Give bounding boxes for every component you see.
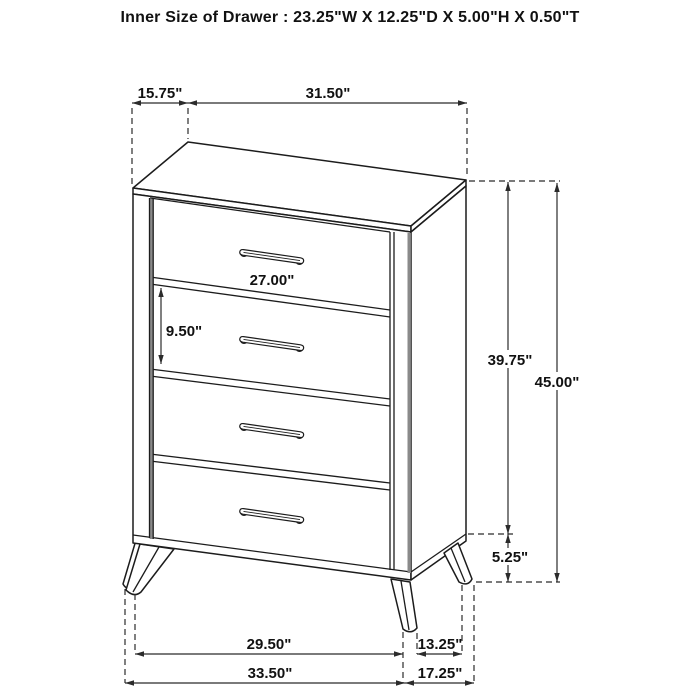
- front-face: [133, 194, 411, 580]
- dim-label-overall-depth: 17.25": [417, 665, 463, 682]
- dresser-drawing: [123, 142, 472, 632]
- right-side-panel: [411, 186, 466, 580]
- page-title: Inner Size of Drawer : 23.25"W X 12.25"D X 5.00"H X 0.50"T: [120, 9, 580, 26]
- back-right-leg: [444, 543, 472, 584]
- front-right-leg: [391, 579, 417, 632]
- dim-label-front-leg-span: 29.50": [246, 636, 292, 653]
- dim-label-overall-width: 33.50": [247, 665, 293, 682]
- dim-label-overall-height: 45.00": [534, 374, 580, 391]
- dim-label-inner-width: 27.00": [249, 272, 295, 289]
- dim-label-drawer-height: 9.50": [165, 323, 203, 340]
- dim-label-top-width: 31.50": [305, 85, 351, 102]
- dim-label-leg-height: 5.25": [491, 549, 529, 566]
- dim-label-top-depth: 15.75": [137, 85, 183, 102]
- dim-label-side-leg-span: 13.25": [417, 636, 463, 653]
- dim-label-cabinet-height: 39.75": [487, 352, 533, 369]
